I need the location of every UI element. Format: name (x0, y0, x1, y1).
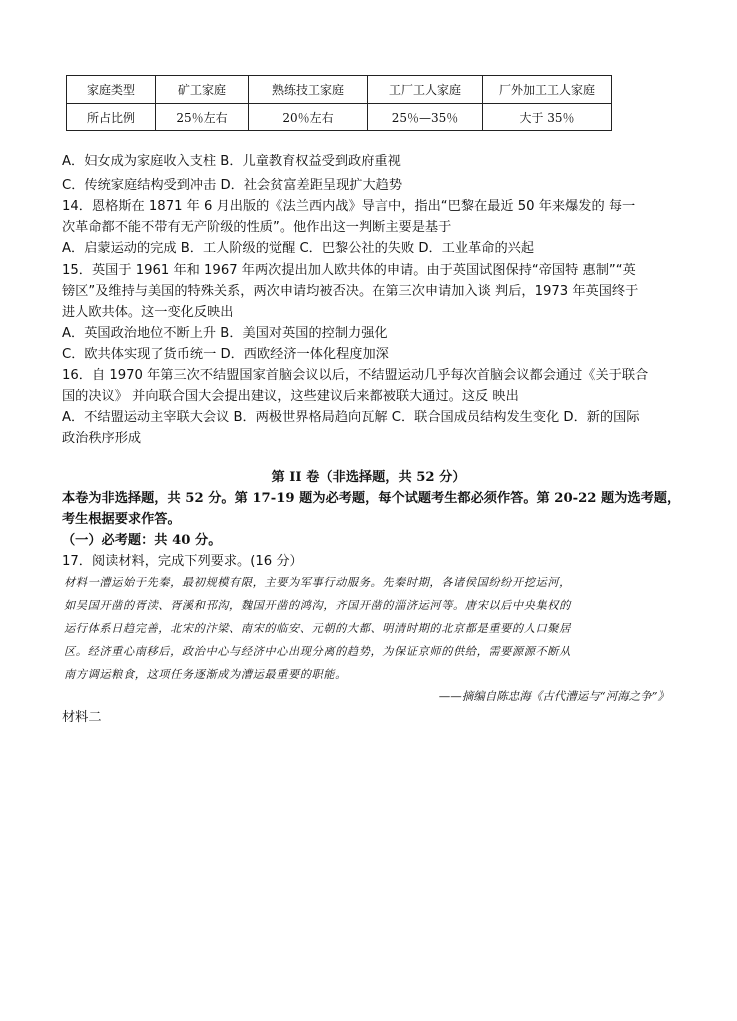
material1-source: ——摘编自陈忠海《古代漕运与“河海之争”》 (438, 689, 669, 703)
material1-line3: 运行体系日趋完善，北宋的汴梁、南宋的临安、元朝的大都、明清时期的北京都是重要的人口聚居 (64, 622, 571, 635)
section-desc-line1: 本卷为非选择题，共 52 分。第 17-19 题为必考题，每个试题考生都必须作答。第 20-22 题为选考题， (62, 491, 681, 506)
table-header-cell: 家庭类型 (67, 76, 156, 104)
q16-stem-line1: 16．自 1970 年第三次不结盟国家首脑会议以后，不结盟运动几乎每次首脑会议都会通过《关于联合 (62, 368, 649, 383)
q13-options-ab: A．妇女成为家庭收入支柱 B．儿童教育权益受到政府重视 (62, 154, 401, 169)
q16-options: A．不结盟运动主宰联大会议 B．两极世界格局趋向瓦解 C．联合国成员结构发生变化 D．新的国际 (62, 410, 640, 425)
table-header-row (67, 76, 612, 104)
table-cell: 20％左右 (249, 104, 368, 131)
q13-options-cd: C．传统家庭结构受到冲击 D．社会贫富差距呈现扩大趋势 (62, 178, 403, 193)
q16-options-cont: 政治秩序形成 (62, 431, 142, 446)
table-header-cell: 工厂工人家庭 (368, 76, 483, 104)
q15-stem-line1: 15．英国于 1961 年和 1967 年两次提出加人欧共体的申请。由于英国试图保持“帝国特 惠制”“英 (62, 263, 636, 278)
family-ratio-table (66, 75, 612, 131)
material1-line2: 如吴国开凿的胥渎、胥溪和邗沟，魏国开凿的鸿沟，齐国开凿的淄济运河等。唐宋以后中央集权的 (64, 599, 571, 612)
section-desc-line2: 考生根据要求作答。 (62, 512, 181, 527)
q15-stem-line2: 镑区”及维持与美国的特殊关系，两次申请均被否决。在第三次申请加入谈 判后，1973 年英国终于 (62, 284, 639, 299)
required-heading: （一）必考题：共 40 分。 (62, 533, 222, 548)
material2-label: 材料二 (62, 710, 102, 725)
q14-stem-line1: 14．恩格斯在 1871 年 6 月出版的《法兰西内战》导言中，指出“巴黎在最近 50 年来爆发的 每一 (62, 199, 636, 214)
q14-options: A．启蒙运动的完成 B．工人阶级的觉醒 C．巴黎公社的失败 D．工业革命的兴起 (62, 241, 535, 256)
material1-line5: 南方调运粮食，这项任务逐渐成为漕运最重要的职能。 (64, 668, 347, 681)
table-header-cell: 厂外加工工人家庭 (483, 76, 612, 104)
material1-line4: 区。经济重心南移后，政治中心与经济中心出现分离的趋势，为保证京师的供给，需要源源不断从 (64, 645, 571, 658)
q15-options-cd: C．欧共体实现了货币统一 D．西欧经济一体化程度加深 (62, 347, 389, 362)
table-header-cell: 矿工家庭 (156, 76, 249, 104)
q14-stem-line2: 次革命都不能不带有无产阶级的性质”。他作出这一判断主要是基于 (62, 220, 452, 235)
q15-stem-line3: 进人欧共体。这一变化反映出 (62, 305, 234, 320)
q17-prompt: 17．阅读材料，完成下列要求。(16 分） (62, 554, 303, 569)
table-cell: 25％左右 (156, 104, 249, 131)
section-title: 第 II 卷（非选择题，共 52 分） (271, 470, 466, 485)
q16-stem-line2: 国的决议》 并向联合国大会提出建议，这些建议后来都被联大通过。这反 映出 (62, 389, 519, 404)
table-cell: 所占比例 (67, 104, 156, 131)
table-cell: 25％—35％ (368, 104, 483, 131)
material1-line1: 材料一漕运始于先秦，最初规模有限，主要为军事行动服务。先秦时期，各诸侯国纷纷开挖运河， (64, 576, 571, 589)
q15-options-ab: A．英国政治地位不断上升 B．美国对英国的控制力强化 (62, 326, 388, 341)
table-header-cell: 熟练技工家庭 (249, 76, 368, 104)
table-row (67, 104, 612, 131)
table-cell: 大于 35％ (483, 104, 612, 131)
